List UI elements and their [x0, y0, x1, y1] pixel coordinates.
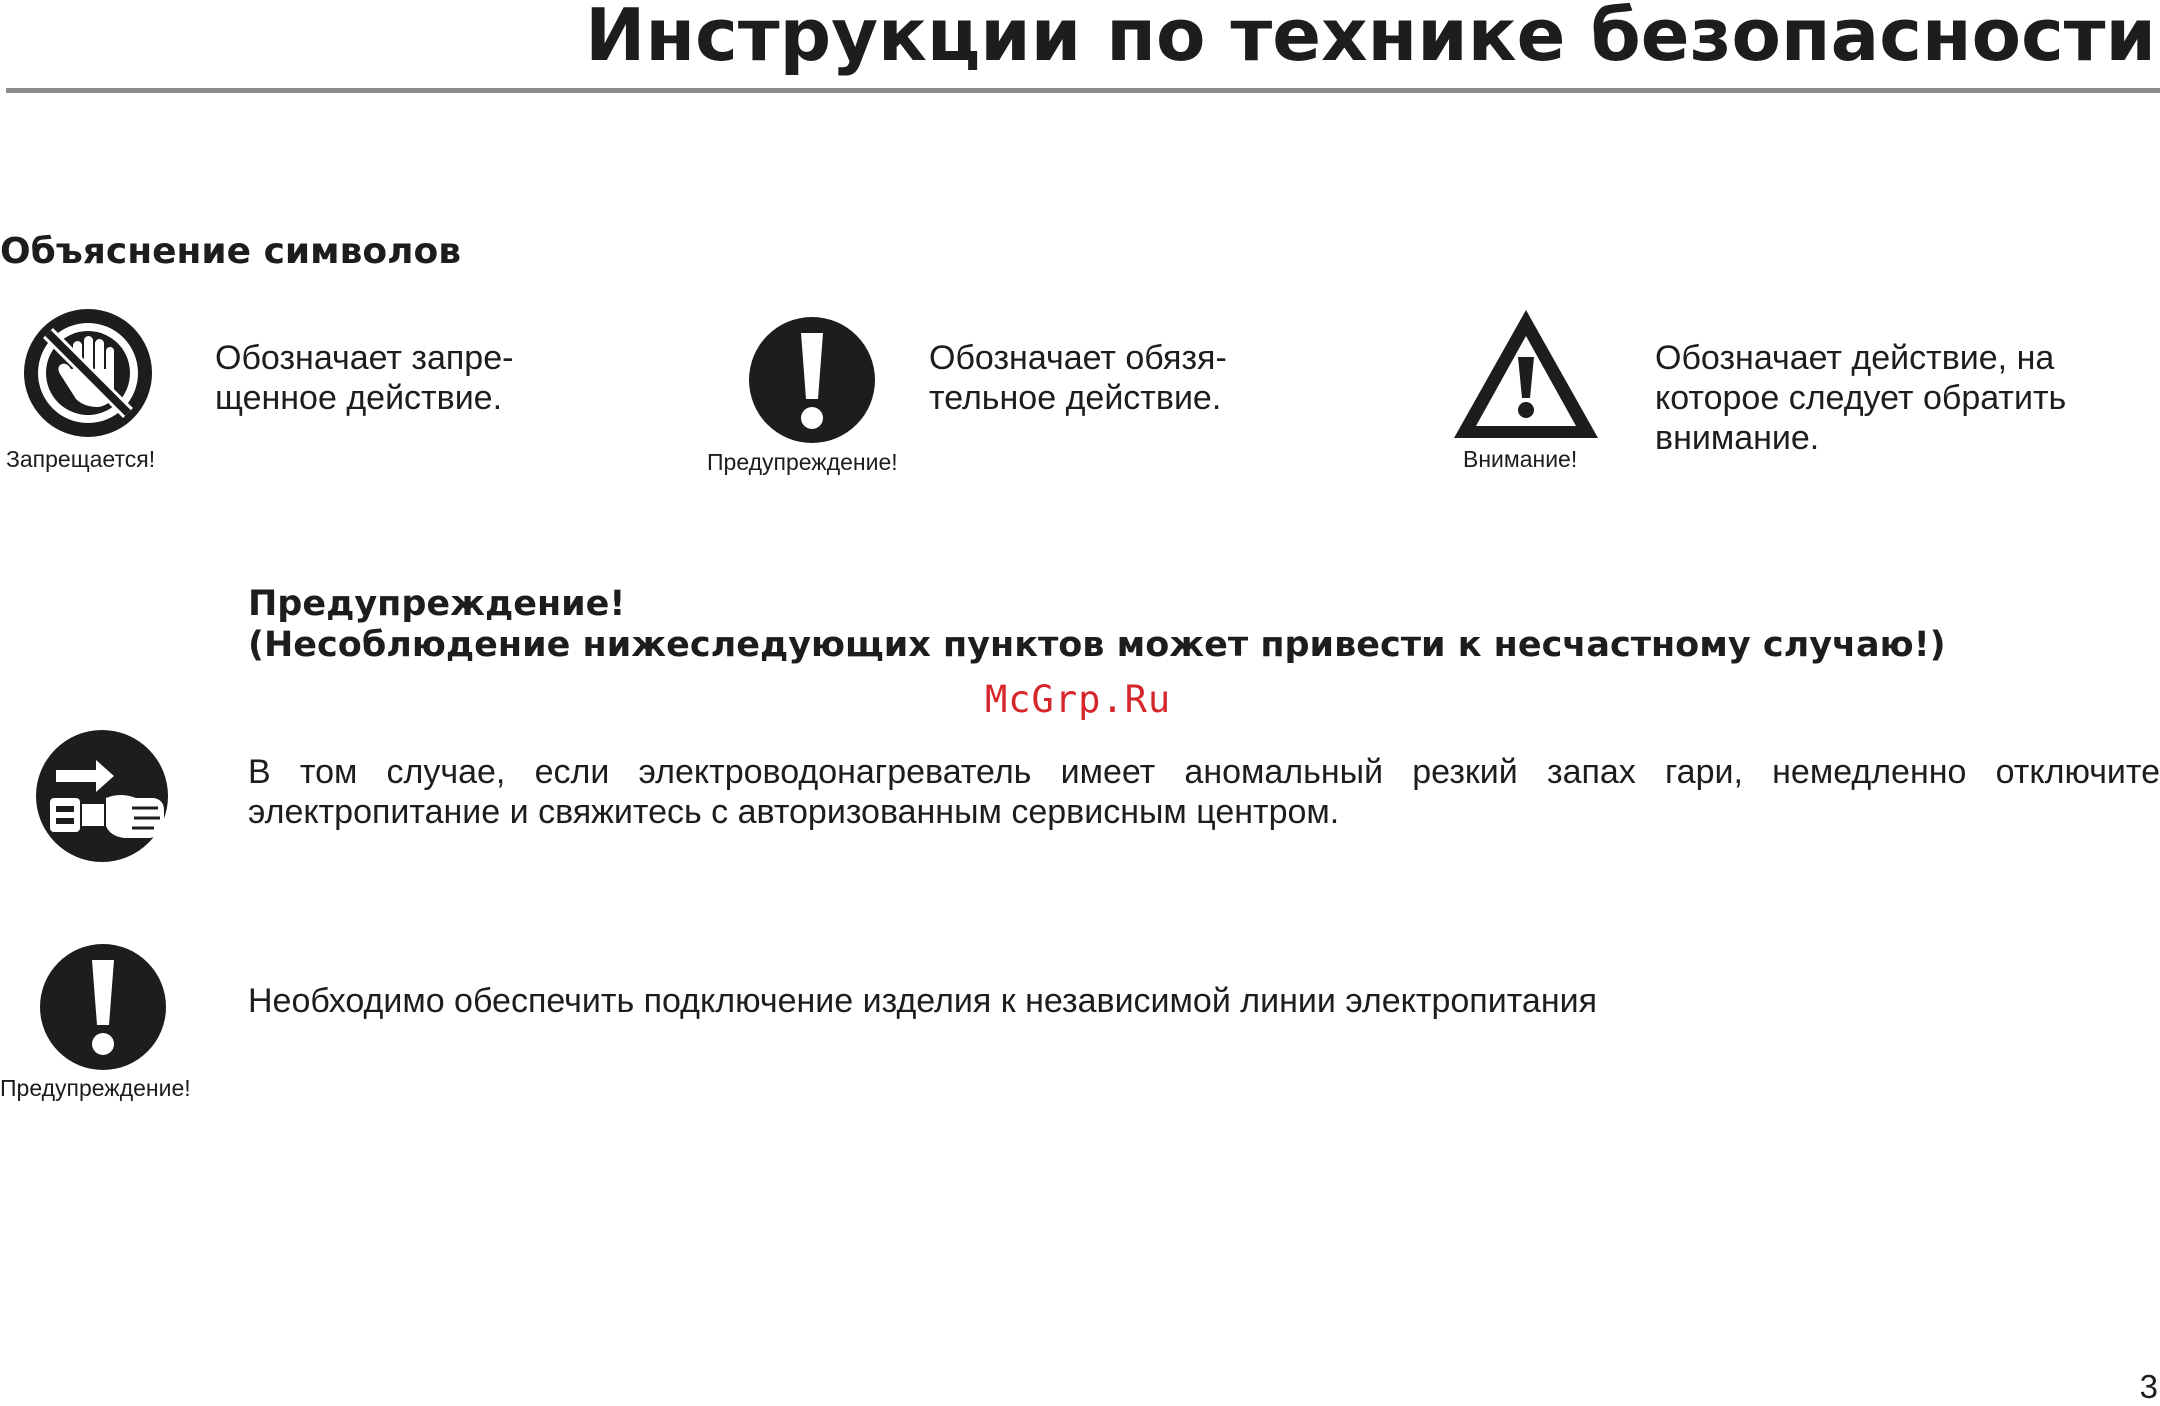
description-line: Обозначает обязя-	[929, 339, 1227, 377]
warning-item-power-line-text: Необходимо обеспечить подключение изделия к независимой линии электропитания	[248, 982, 1597, 1020]
warning-subheading: (Несоблюдение нижеследующих пунктов может привести к несчастному случаю!)	[248, 625, 1946, 665]
watermark: McGrp.Ru	[985, 678, 1172, 721]
symbol-caption-prohibited: Запрещается!	[6, 446, 156, 472]
symbol-description-prohibited	[215, 338, 513, 418]
warning-item-unplug-text: В том случае, если электроводонагреватель имеет аномальный резкий запах гари, немедленно отключите электропитание и свяжитесь с авторизованным сервисным центром.	[248, 753, 2160, 831]
exclamation-circle-icon	[747, 315, 877, 445]
exclamation-circle-icon	[39, 943, 167, 1071]
warning-heading: Предупреждение!	[248, 584, 626, 624]
page-number: 3	[2139, 1368, 2158, 1405]
description-line: Обозначает запре-	[215, 339, 514, 377]
symbol-caption-mandatory: Предупреждение!	[707, 449, 898, 475]
description-line: тельное действие.	[929, 379, 1222, 417]
warning-triangle-icon	[1450, 306, 1602, 442]
prohibited-hand-icon	[18, 303, 158, 443]
description-line: Обозначает действие, на	[1655, 339, 2055, 377]
header-divider	[6, 88, 2160, 93]
description-line: внимание.	[1655, 419, 1820, 457]
symbol-description-attention	[1655, 338, 2066, 458]
unplug-icon	[36, 728, 172, 864]
description-line: щенное действие.	[215, 379, 503, 417]
warning-item-caption: Предупреждение!	[0, 1075, 191, 1101]
page-title: Инструкции по технике безопасности	[585, 0, 2156, 77]
symbols-section-title: Объяснение символов	[0, 231, 461, 272]
symbol-description-mandatory	[929, 338, 1227, 418]
symbol-caption-attention: Внимание!	[1463, 446, 1578, 472]
warning-heading-block	[248, 584, 1946, 666]
description-line: которое следует обратить	[1655, 379, 2067, 417]
